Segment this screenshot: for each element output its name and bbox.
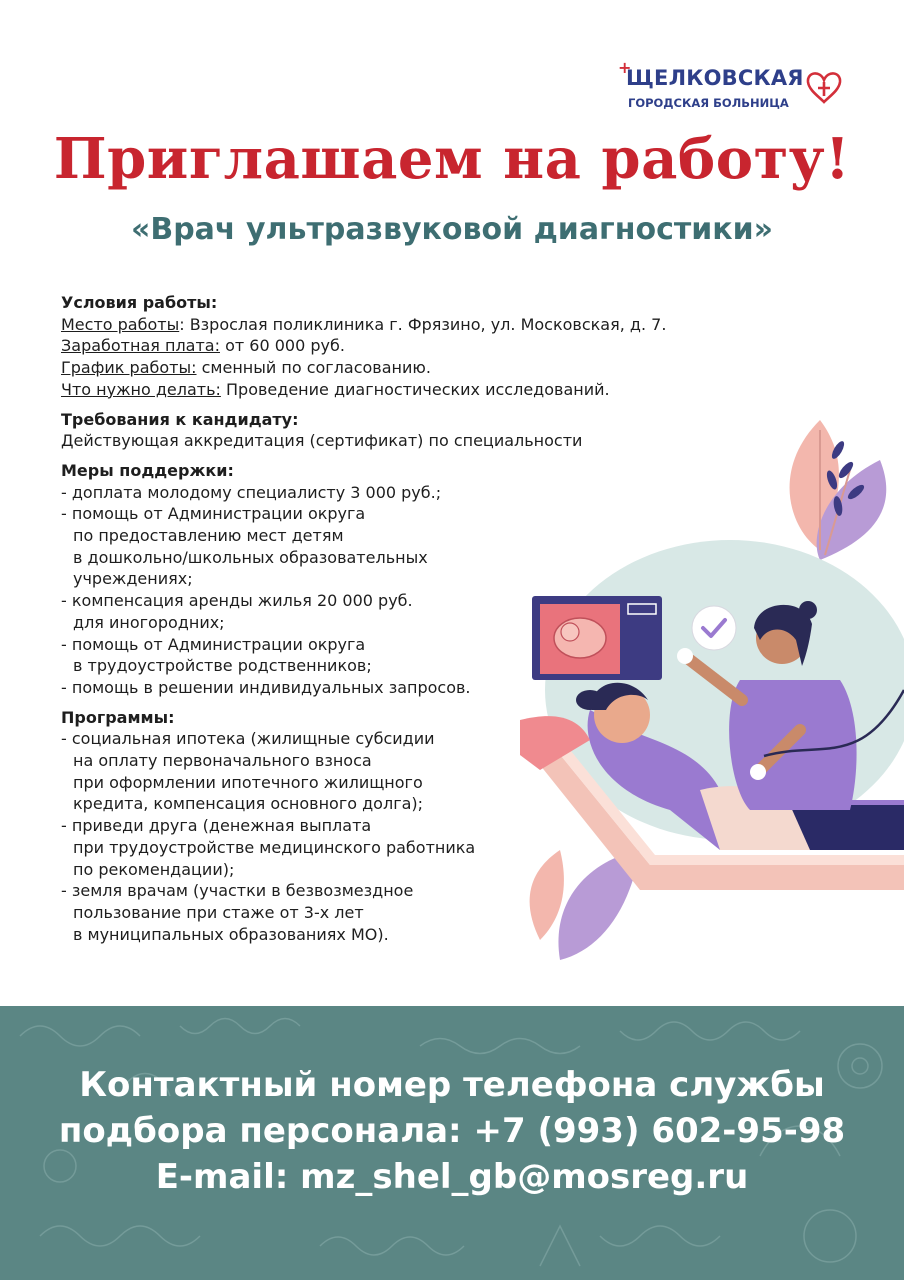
hospital-logo [618, 58, 858, 116]
program-line: - социальная ипотека (жилищные субсидии [61, 729, 435, 749]
vacancy-subtitle: «Врач ультразвуковой диагностики» [130, 212, 774, 247]
program-line: в муниципальных образованиях МО). [73, 924, 389, 944]
requirements-text: Действующая аккредитация (сертификат) по специальности [61, 431, 583, 451]
programs-heading: Программы: [61, 707, 175, 727]
condition-label: Заработная плата: [61, 336, 220, 356]
condition-salary [61, 335, 561, 357]
leaf-decoration-top [790, 420, 887, 560]
logo-plus: + [618, 58, 632, 77]
program-line: кредита, компенсация основного долга); [73, 794, 424, 814]
support-line: - доплата молодому специалисту 3 000 руб.; [61, 482, 442, 502]
check-bubble-icon [692, 606, 736, 650]
support-line: по предоставлению мест детям [73, 526, 344, 546]
program-line: при оформлении ипотечного жилищного [73, 772, 423, 792]
contact-phone[interactable]: подбора персонала: +7 (993) 602-95-98 [58, 1111, 846, 1151]
program-line: пользование при стаже от 3-х лет [73, 902, 364, 922]
support-line: - помощь от Администрации округа [61, 634, 366, 654]
condition-value: от 60 000 руб. [219, 336, 345, 356]
support-line: - компенсация аренды жилья 20 000 руб. [61, 591, 413, 611]
program-line: по рекомендации); [73, 859, 235, 879]
support-line: в дошкольно/школьных образовательных [73, 547, 428, 567]
logo-name: ЩЕЛКОВСКАЯ [626, 66, 804, 90]
condition-workplace [61, 314, 667, 336]
condition-value: сменный по согласованию. [196, 358, 431, 378]
program-line: - приведи друга (денежная выплата [61, 816, 372, 836]
support-heading: Меры поддержки: [61, 460, 234, 480]
conditions-heading: Условия работы: [61, 293, 218, 312]
condition-schedule [61, 357, 561, 379]
contact-info [0, 1062, 904, 1200]
support-line: в трудоустройстве родственников; [73, 656, 372, 676]
ultrasound-illustration [520, 410, 904, 970]
heart-cross-icon [804, 66, 844, 110]
condition-label: Что нужно делать: [61, 379, 221, 399]
condition-label: Место работы [61, 314, 180, 334]
condition-duties [61, 379, 610, 401]
program-line: - земля врачам (участки в безвозмездное [61, 881, 414, 901]
condition-value: : Взрослая поликлиника г. Фрязино, ул. Московская, д. 7. [179, 314, 667, 334]
program-line: при трудоустройстве медицинского работника [73, 837, 476, 857]
condition-value: Проведение диагностических исследований. [220, 379, 610, 399]
page-title: Приглашаем на работу! [53, 126, 851, 192]
requirements-heading: Требования к кандидату: [61, 409, 299, 429]
contact-email[interactable]: E-mail: mz_shel_gb@mosreg.ru [155, 1157, 749, 1197]
contact-line-1: Контактный номер телефона службы [79, 1065, 825, 1105]
ultrasound-monitor [532, 596, 662, 680]
vacancy-details [61, 292, 667, 945]
logo-subname: ГОРОДСКАЯ БОЛЬНИЦА [628, 96, 789, 110]
support-line: для иногородних; [73, 612, 225, 632]
support-line: - помощь от Администрации округа [61, 504, 366, 524]
condition-label: График работы: [61, 358, 197, 378]
support-line: учреждениях; [73, 569, 193, 589]
support-line: - помощь в решении индивидуальных запросов. [61, 677, 471, 697]
program-line: на оплату первоначального взноса [73, 751, 372, 771]
